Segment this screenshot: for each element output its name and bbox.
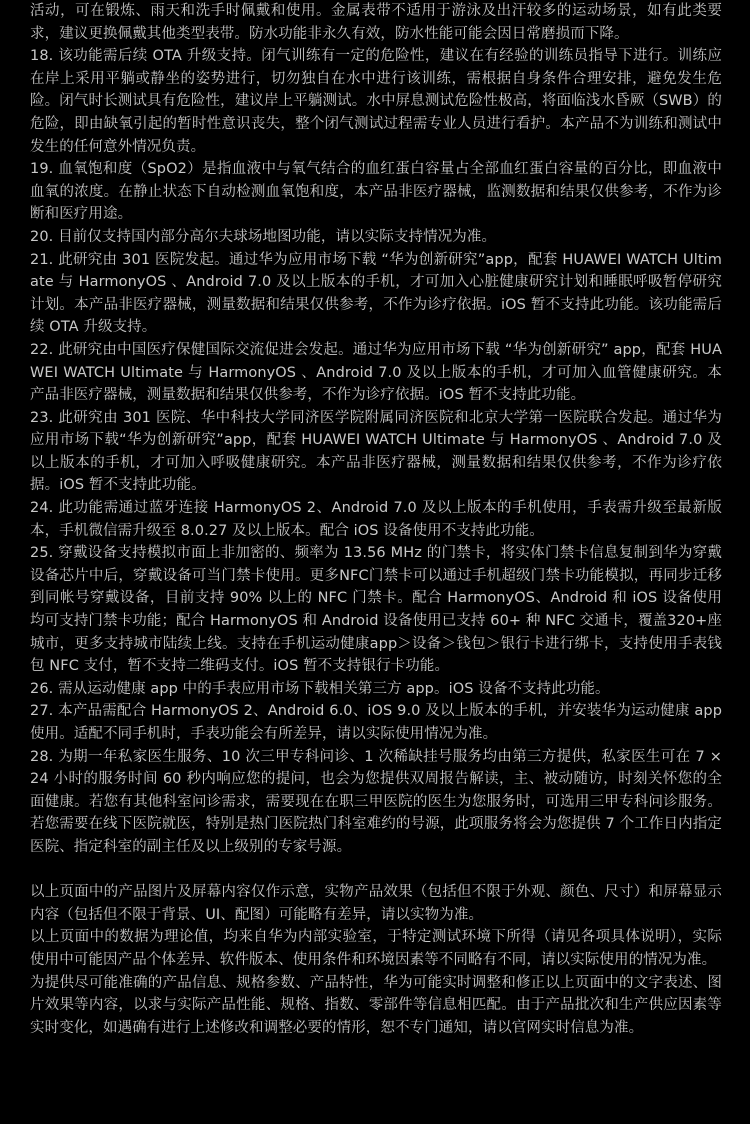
note-19: 19. 血氧饱和度（SpO2）是指血液中与氧气结合的血红蛋白容量占全部血红蛋白容量的百分比，即血液中血氧的浓度。在静止状态下自动检测血氧饱和度，本产品非医疗器械，监测数据和结果仅供参考，不作为诊断和医疗用途。 xyxy=(30,161,722,223)
note-23: 23. 此研究由 301 医院、华中科技大学同济医学院附属同济医院和北京大学第一医院联合发起。通过华为应用市场下载“华为创新研究”app，配套 HUAWEI WATCH Ultimate 与 HarmonyOS 、Android 7.0 及以上版本的手机，才可加入呼吸健康研究。本产品非医疗器械，测量数据和结果仅供参考，不作为诊疗依据。iOS 暂不支持此功能。 xyxy=(30,409,722,494)
disclaimer-adjustments: 为提供尽可能准确的产品信息、规格参数、产品特性，华为可能实时调整和修正以上页面中的文字表述、图片效果等内容，以求与实际产品性能、规格、指数、零部件等信息相匹配。由于产品批次和生产供应因素等实时变化，如遇确有进行上述修改和调整必要的情形，恕不专门通知，请以官网实时信息为准。 xyxy=(30,974,722,1036)
product-notes-section xyxy=(30,0,722,859)
note-24: 24. 此功能需通过蓝牙连接 HarmonyOS 2、Android 7.0 及以上版本的手机使用，手表需升级至最新版本，手机微信需升级至 8.0.27 及以上版本。配合 iOS 设备使用不支持此功能。 xyxy=(30,500,722,539)
section-spacer xyxy=(30,859,722,882)
note-28: 28. 为期一年私家医生服务、10 次三甲专科问诊、1 次稀缺挂号服务均由第三方提供，私家医生可在 7 × 24 小时的服务时间 60 秒内响应您的提问，也会为您提供双周报告解读，主、被动随访，时刻关怀您的全面健康。若您有其他科室问诊需求，需要现在在职三甲医院的医生为您服务时，可选用三甲专科问诊服务。若您需要在线下医院就医，特别是热门医院热门科室难约的号源，此项服务将会为您提供 7 个工作日内指定医院、指定科室的副主任及以上级别的专家号源。 xyxy=(30,748,722,855)
note-20: 20. 目前仅支持国内部分高尔夫球场地图功能，请以实际支持情况为准。 xyxy=(30,228,497,245)
note-18: 18. 该功能需后续 OTA 升级支持。闭气训练有一定的危险性，建议在有经验的训练员指导下进行。训练应在岸上采用平躺或静坐的姿势进行，切勿独自在水中进行该训练，需根据自身条件合理安排，避免发生危险。闭气时长测试具有危险性，建议岸上平躺测试。水中屏息测试危险性极高，将面临浅水昏厥（SWB）的危险，即由缺氧引起的暂时性意识丧失，整个闭气测试过程需专业人员进行看护。本产品不为训练和测试中发生的任何意外情况负责。 xyxy=(30,48,722,155)
disclaimer-images: 以上页面中的产品图片及屏幕内容仅作示意，实物产品效果（包括但不限于外观、颜色、尺寸）和屏幕显示内容（包括但不限于背景、UI、配图）可能略有差异，请以实物为准。 xyxy=(30,884,722,923)
footnotes-page xyxy=(30,0,722,1039)
disclaimer-section xyxy=(30,881,722,1039)
note-22: 22. 此研究由中国医疗保健国际交流促进会发起。通过华为应用市场下载 “华为创新研究” app，配套 HUAWEI WATCH Ultimate 与 HarmonyOS 、Android 7.0 及以上版本的手机，才可加入血管健康研究。本产品非医疗器械，测量数据和结果仅供参考，不作为诊疗依据。iOS 暂不支持此功能。 xyxy=(30,341,722,404)
note-26: 26. 需从运动健康 app 中的手表应用市场下载相关第三方 app。iOS 设备不支持此功能。 xyxy=(30,680,610,697)
note-17-continued: 活动，可在锻炼、雨天和洗手时佩戴和使用。金属表带不适用于游泳及出汗较多的运动场景，如有此类要求，建议更换佩戴其他类型表带。防水功能非永久有效，防水性能可能会因日常磨损而下降。 xyxy=(30,3,722,42)
note-27: 27. 本产品需配合 HarmonyOS 2、Android 6.0、iOS 9.0 及以上版本的手机，并安装华为运动健康 app 使用。适配不同手机时，手表功能会有所差异，请以实际使用情况为准。 xyxy=(30,703,722,742)
disclaimer-data: 以上页面中的数据为理论值，均来自华为内部实验室，于特定测试环境下所得（请见各项具体说明），实际使用中可能因产品个体差异、软件版本、使用条件和环境因素等不同略有不同，请以实际使用的情况为准。 xyxy=(30,929,722,968)
note-21: 21. 此研究由 301 医院发起。通过华为应用市场下载 “华为创新研究”app，配套 HUAWEI WATCH Ultimate 与 HarmonyOS 、Android 7.0 及以上版本的手机，才可加入心脏健康研究计划和睡眠呼吸暂停研究计划。本产品非医疗器械，测量数据和结果仅供参考，不作为诊疗依据。iOS 暂不支持此功能。该功能需后续 OTA 升级支持。 xyxy=(30,251,722,336)
note-25: 25. 穿戴设备支持模拟市面上非加密的、频率为 13.56 MHz 的门禁卡，将实体门禁卡信息复制到华为穿戴设备芯片中后，穿戴设备可当门禁卡使用。更多NFC门禁卡可以通过手机超级门禁卡功能模拟，再同步迁移到同帐号穿戴设备，目前支持 90% 以上的 NFC 门禁卡。配合 HarmonyOS、Android 和 iOS 设备使用均可支持门禁卡功能；配合 HarmonyOS 和 Android 设备使用已支持 60+ 种 NFC 交通卡，覆盖320+座城市，更多支持城市陆续上线。支持在手机运动健康app＞设备＞钱包＞银行卡进行绑卡，支持使用手表钱包 NFC 支付，暂不支持二维码支付。iOS 暂不支持银行卡功能。 xyxy=(30,545,722,675)
